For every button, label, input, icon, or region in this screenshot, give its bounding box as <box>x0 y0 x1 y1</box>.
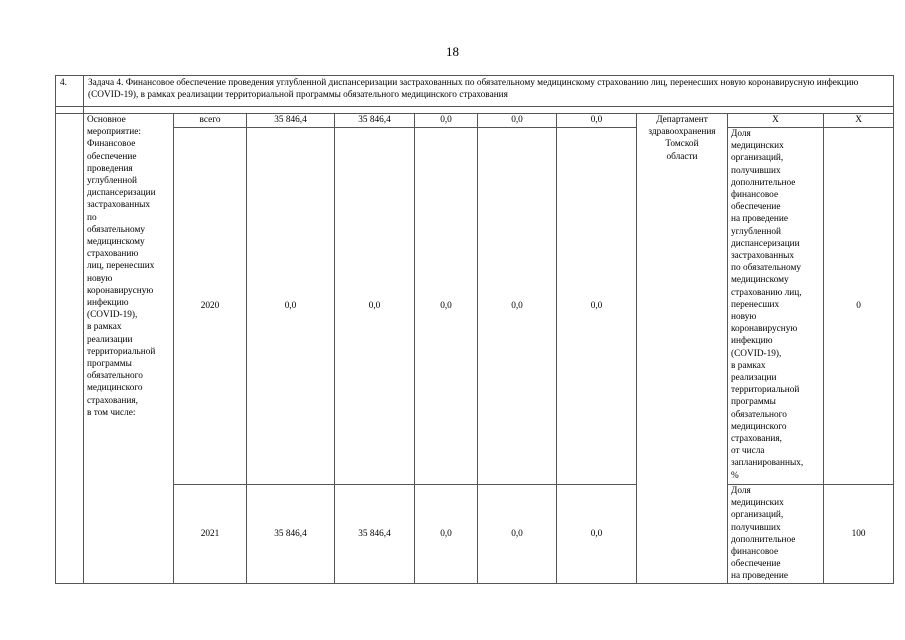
amount-cell: 0,0 <box>478 128 557 485</box>
amount-cell: 35 846,4 <box>335 114 415 128</box>
page-number: 18 <box>446 44 459 59</box>
table-row-2021 <box>56 485 894 584</box>
amount-cell: 0,0 <box>415 128 478 485</box>
amount-cell: 0,0 <box>478 485 557 584</box>
indicator-value-cell: 0 <box>824 128 894 485</box>
program-table <box>55 75 894 584</box>
amount-cell: 35 846,4 <box>335 485 415 584</box>
indicator-cell: Доля медицинских организаций, получивших дополнительное финансовое обеспечение на проведение углубленной диспансеризации застрахованных по обязательному медицинскому страхованию лиц, перенесших новую коронавирусную инфекцию (COVID-19), в рамках реализации территориальной программы обязательного медицинского страхования, от числа запланированных, % <box>728 128 824 485</box>
indicator-cell: Доля медицинских организаций, получивших дополнительное финансовое обеспечение на проведение <box>728 485 824 584</box>
amount-cell: 0,0 <box>557 128 637 485</box>
task-row <box>56 76 894 107</box>
empty-number-cell <box>56 114 84 584</box>
amount-cell: 0,0 <box>335 128 415 485</box>
table-row-total <box>56 114 894 128</box>
year-cell: 2020 <box>174 128 247 485</box>
year-cell: всего <box>174 114 247 128</box>
executor-cell: Департамент здравоохранения Томской области <box>637 114 728 584</box>
amount-cell: 35 846,4 <box>247 114 335 128</box>
amount-cell: 35 846,4 <box>247 485 335 584</box>
task-number: 4. <box>56 76 84 107</box>
measure-name: Основное мероприятие: Финансовое обеспечение проведения углубленной диспансеризации застрахованных по обязательному медицинскому страхованию лиц, перенесших новую коронавирусную инфекцию (COVID-19), в рамках реализации территориальной программы обязательного медицинского страхования, в том числе: <box>84 114 174 584</box>
amount-cell: 0,0 <box>415 114 478 128</box>
task-text: Задача 4. Финансовое обеспечение проведения углубленной диспансеризации застрахованных по обязательному медицинскому страхованию лиц, перенесших новую коронавирусную инфекцию (COVID-19), в рамках реализации территориальной программы обязательного медицинского страхования <box>84 76 894 107</box>
spacer-row <box>56 107 894 114</box>
table-row-2020 <box>56 128 894 485</box>
amount-cell: 0,0 <box>557 485 637 584</box>
amount-cell: 0,0 <box>415 485 478 584</box>
amount-cell: 0,0 <box>478 114 557 128</box>
amount-cell: 0,0 <box>557 114 637 128</box>
year-cell: 2021 <box>174 485 247 584</box>
indicator-value-cell: 100 <box>824 485 894 584</box>
indicator-cell: Х <box>728 114 824 128</box>
indicator-value-cell: Х <box>824 114 894 128</box>
amount-cell: 0,0 <box>247 128 335 485</box>
